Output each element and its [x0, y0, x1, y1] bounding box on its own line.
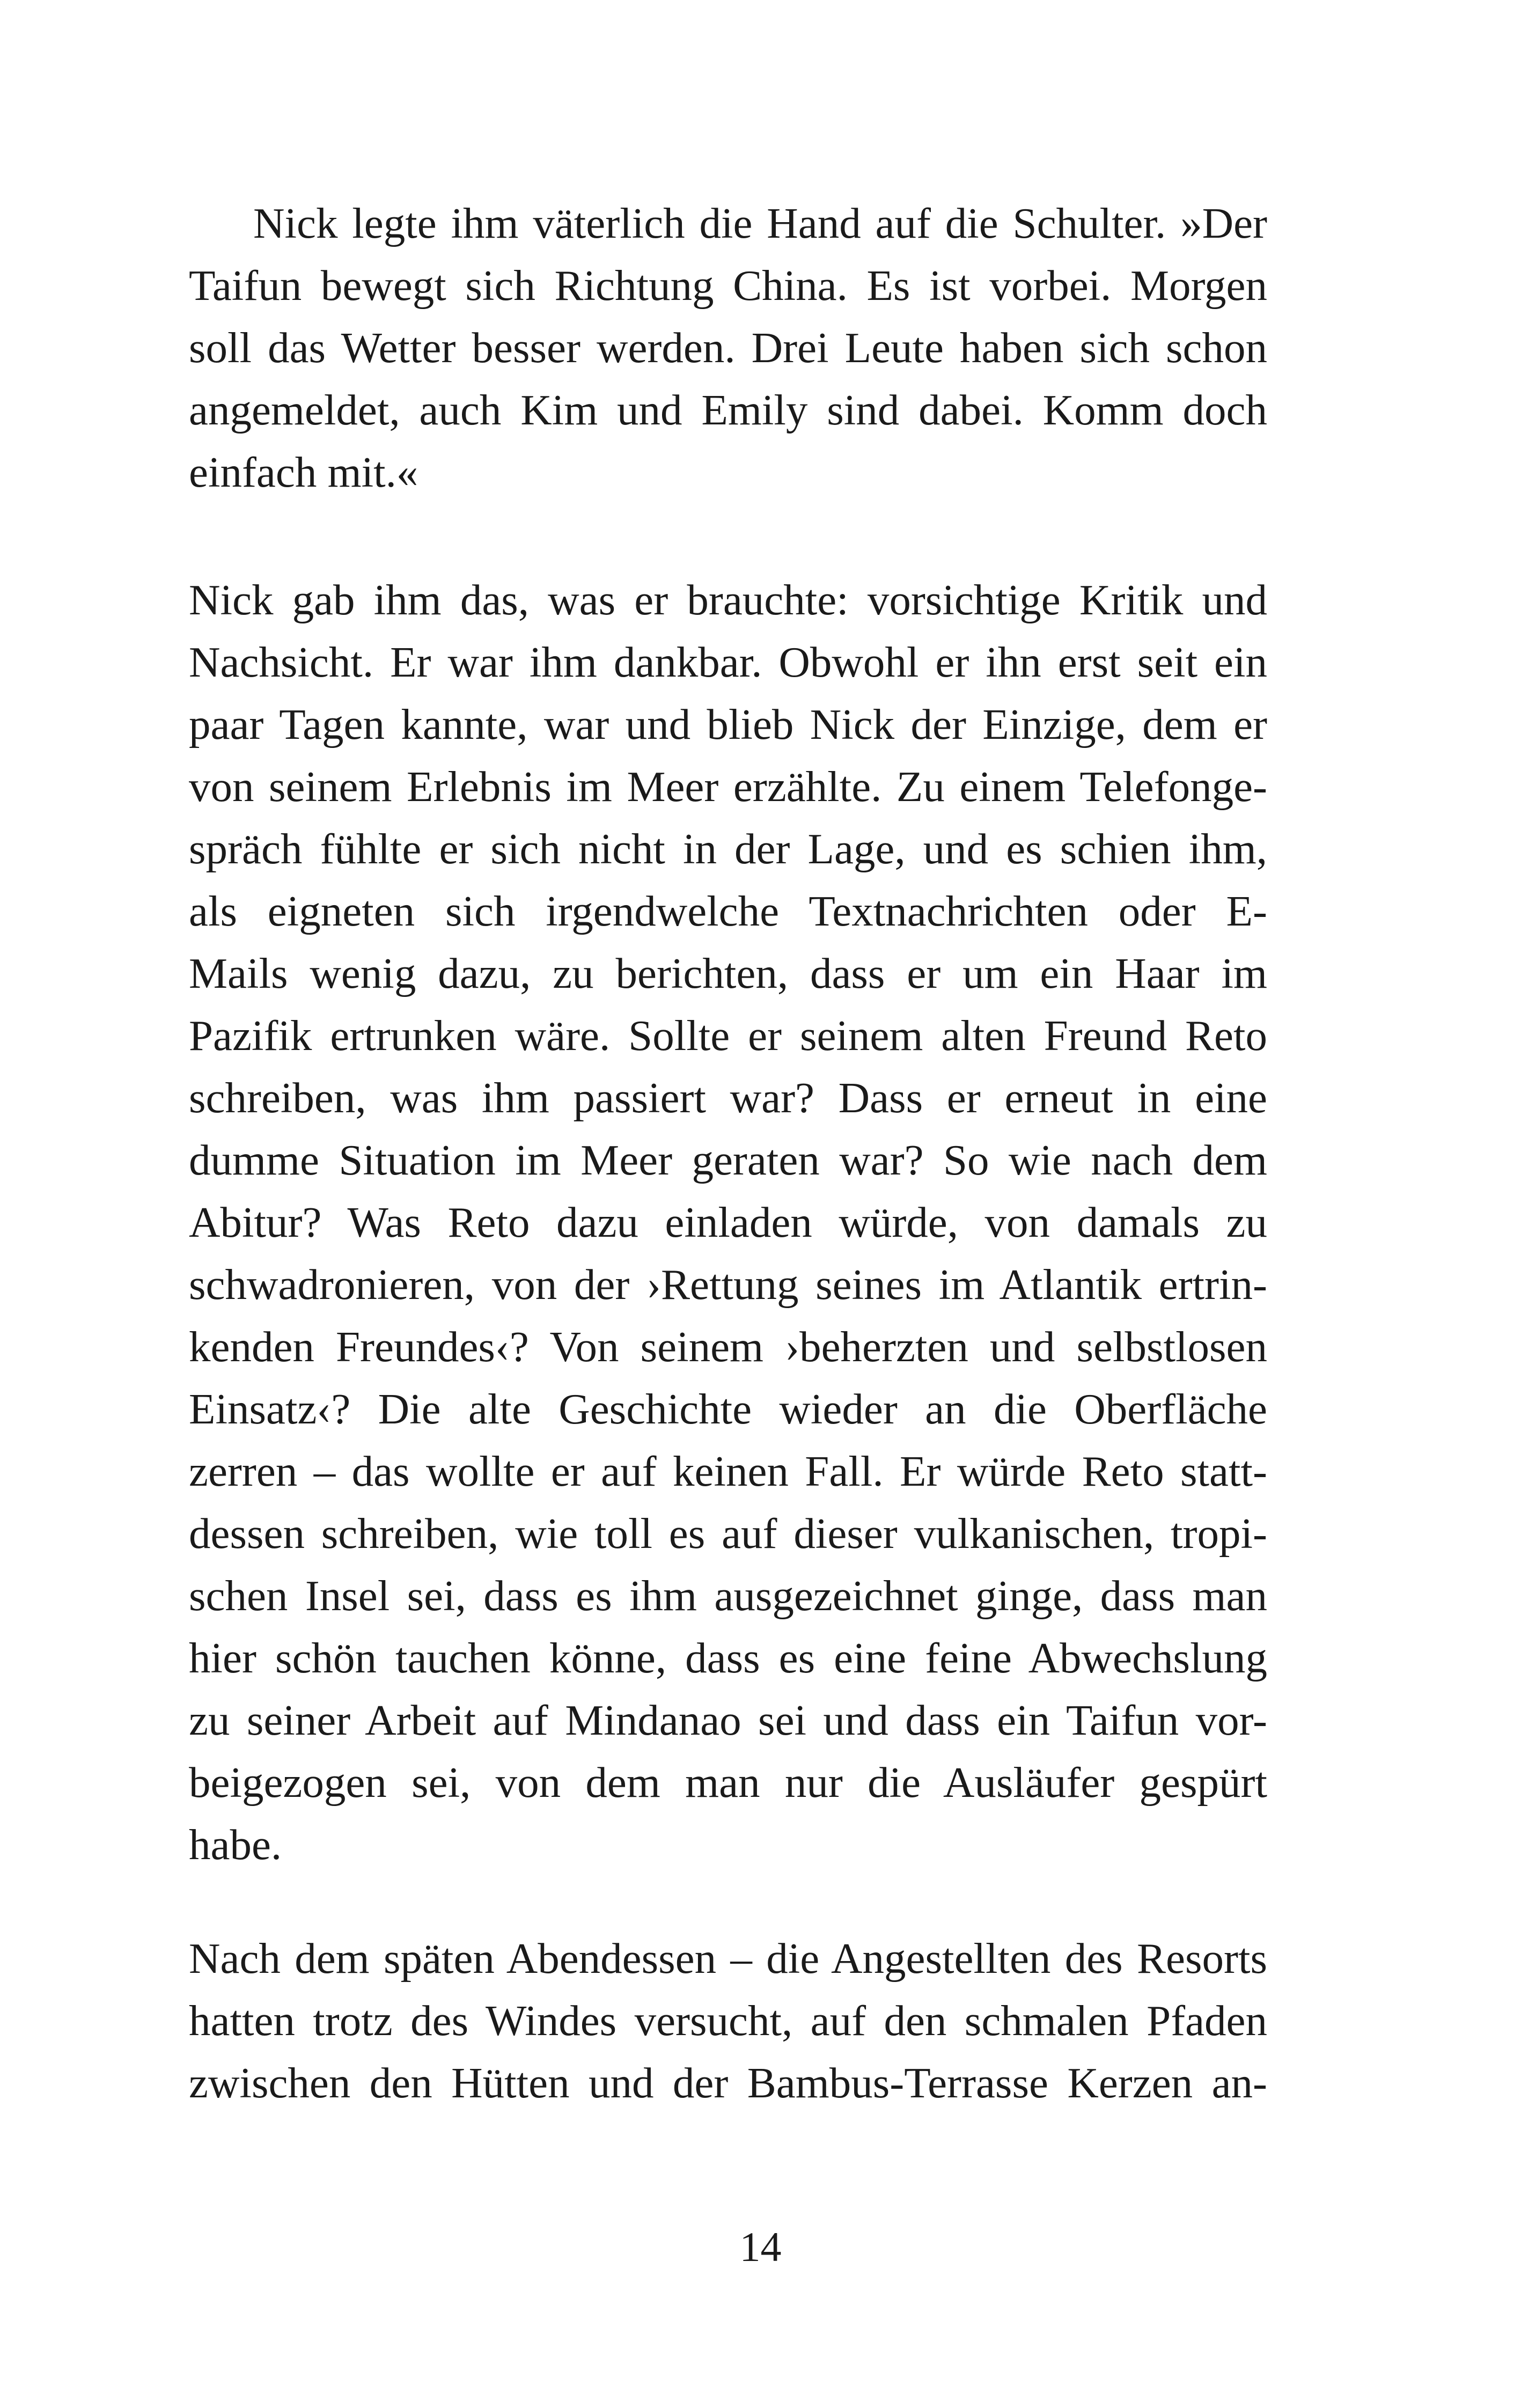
text-line: paar Tagen kannte, war und blieb Nick der Einzige, dem er: [189, 700, 1267, 748]
text-line: schen Insel sei, dass es ihm ausgezeichnet ginge, dass man: [189, 1572, 1267, 1620]
text-line: Einsatz‹? Die alte Geschichte wieder an die Oberfläche: [189, 1385, 1267, 1433]
text-line: Nachsicht. Er war ihm dankbar. Obwohl er ihn erst seit ein: [189, 638, 1267, 686]
text-line: habe.: [189, 1820, 282, 1869]
text-line: Nick legte ihm väterlich die Hand auf die Schulter. »Der: [253, 199, 1267, 247]
text-line: beigezogen sei, von dem man nur die Ausläufer gespürt: [189, 1758, 1267, 1807]
text-line: soll das Wetter besser werden. Drei Leute haben sich schon: [189, 324, 1267, 372]
text-line: schreiben, was ihm passiert war? Dass er erneut in eine: [189, 1074, 1267, 1122]
text-line: spräch fühlte er sich nicht in der Lage, und es schien ihm,: [189, 825, 1267, 873]
text-line: Nick gab ihm das, was er brauchte: vorsichtige Kritik und: [189, 576, 1267, 624]
text-line: angemeldet, auch Kim und Emily sind dabei. Komm doch: [189, 386, 1267, 434]
text-line: Abitur? Was Reto dazu einladen würde, von damals zu: [189, 1198, 1267, 1246]
text-line: dessen schreiben, wie toll es auf dieser vulkanischen, tropi-: [189, 1509, 1267, 1558]
text-line: zwischen den Hütten und der Bambus-Terrasse Kerzen an-: [189, 2059, 1267, 2107]
paragraph-1: [189, 192, 1267, 503]
paragraph-2: [189, 569, 1267, 1876]
text-line: hier schön tauchen könne, dass es eine feine Abwechslung: [189, 1634, 1267, 1682]
text-line: einfach mit.«: [189, 448, 418, 496]
text-line: hatten trotz des Windes versucht, auf den schmalen Pfaden: [189, 1996, 1267, 2045]
text-line: zu seiner Arbeit auf Mindanao sei und dass ein Taifun vor-: [189, 1696, 1267, 1744]
page-number: 14: [739, 2223, 782, 2270]
text-line: als eigneten sich irgendwelche Textnachrichten oder E-: [189, 887, 1267, 935]
paragraph-3: [189, 1927, 1267, 2114]
text-line: schwadronieren, von der ›Rettung seines im Atlantik ertrin-: [189, 1260, 1267, 1309]
text-line: Taifun bewegt sich Richtung China. Es ist vorbei. Morgen: [189, 261, 1267, 310]
text-line: Pazifik ertrunken wäre. Sollte er seinem alten Freund Reto: [189, 1011, 1267, 1060]
text-line: Mails wenig dazu, zu berichten, dass er um ein Haar im: [189, 949, 1267, 997]
text-line: kenden Freundes‹? Von seinem ›beherzten und selbstlosen: [189, 1323, 1267, 1371]
text-line: von seinem Erlebnis im Meer erzählte. Zu einem Telefonge-: [189, 762, 1267, 811]
text-line: dumme Situation im Meer geraten war? So wie nach dem: [189, 1136, 1267, 1184]
text-line: zerren – das wollte er auf keinen Fall. Er würde Reto statt-: [189, 1447, 1267, 1495]
text-line: Nach dem späten Abendessen – die Angestellten des Resorts: [189, 1934, 1267, 1983]
